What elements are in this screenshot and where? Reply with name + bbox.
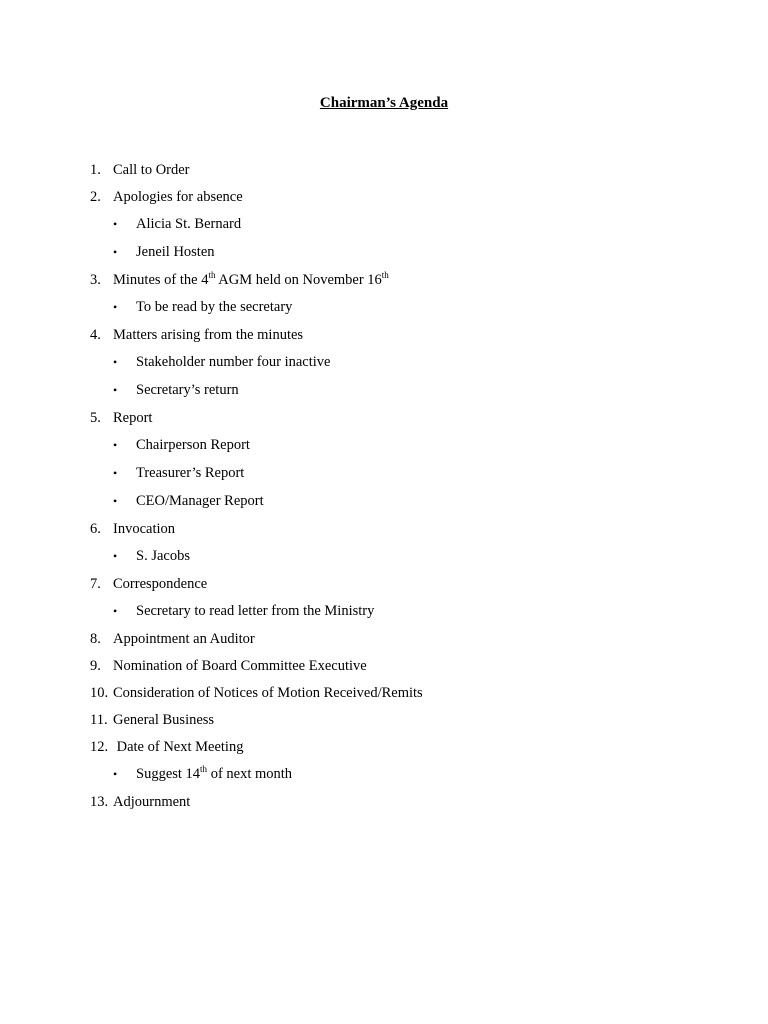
subitem-text: Secretary to read letter from the Ministry [136,603,375,619]
subitem-text: Secretary’s return [136,382,239,398]
item-number: 6. [90,521,101,537]
bullet-icon: • [113,549,118,563]
bullet-icon: • [113,300,118,314]
item-text: Matters arising from the minutes [113,327,304,343]
agenda-subitem [0,463,768,491]
item-text-part: Minutes of the 4 [113,272,209,288]
agenda-subitem [0,242,768,270]
agenda-item-12 [0,737,768,764]
agenda-item-5 [0,408,768,435]
agenda-subitem [0,214,768,242]
agenda-item-7 [0,574,768,601]
item-text: Correspondence [113,576,208,592]
subitem-text-part: of next month [207,766,293,782]
subitem-text: Jeneil Hosten [136,244,215,260]
item-text: Apologies for absence [113,189,243,205]
bullet-icon: • [113,604,118,618]
agenda-subitem [0,352,768,380]
item-text: Adjournment [113,794,191,810]
agenda-item-11 [0,710,768,737]
item-text: Appointment an Auditor [113,631,255,647]
bullet-icon: • [113,466,118,480]
subitem-text [136,764,292,784]
agenda-item-4 [0,325,768,352]
subitem-text: To be read by the secretary [136,299,293,315]
item-text: Call to Order [113,162,190,178]
agenda-item-1 [0,160,768,187]
bullet-icon: • [113,217,118,231]
agenda-subitem [0,764,768,792]
item-number: 8. [90,631,101,647]
subitem-text: Chairperson Report [136,437,250,453]
subitem-text: Stakeholder number four inactive [136,354,331,370]
agenda-subitem [0,546,768,574]
item-number: 7. [90,576,101,592]
item-text: Nomination of Board Committee Executive [113,658,367,674]
agenda-item-3 [0,270,768,297]
ordinal-suffix: th [200,764,208,774]
item-number: 9. [90,658,101,674]
bullet-icon: • [113,494,118,508]
item-number: 11. [90,712,108,728]
agenda-subitem [0,297,768,325]
item-text [113,270,389,290]
item-number: 10. [90,685,109,701]
agenda-item-9 [0,656,768,683]
agenda-subitem [0,491,768,519]
agenda-list [0,160,768,819]
item-text: Invocation [113,521,176,537]
item-number: 3. [90,272,101,288]
item-number: 1. [90,162,101,178]
item-number: 4. [90,327,101,343]
bullet-icon: • [113,383,118,397]
subitem-text: Alicia St. Bernard [136,216,242,232]
subitem-text: CEO/Manager Report [136,493,264,509]
item-number: 13. [90,794,109,810]
agenda-subitem [0,435,768,463]
agenda-subitem [0,601,768,629]
item-number: 2. [90,189,101,205]
page-title: Chairman’s Agenda [319,95,449,111]
bullet-icon: • [113,355,118,369]
bullet-icon: • [113,245,118,259]
subitem-text: S. Jacobs [136,548,190,564]
subitem-text-part: Suggest 14 [136,766,201,782]
item-text: General Business [113,712,215,728]
ordinal-suffix: th [381,270,389,280]
item-text: Report [113,410,153,426]
agenda-subitem [0,380,768,408]
item-text: Date of Next Meeting [113,739,244,755]
agenda-item-8 [0,629,768,656]
subitem-text: Treasurer’s Report [136,465,245,481]
item-number: 12. [90,739,109,755]
item-text: Consideration of Notices of Motion Received/Remits [113,685,423,701]
agenda-item-10 [0,683,768,710]
item-text-part: AGM held on November 16 [215,272,382,288]
bullet-icon: • [113,438,118,452]
agenda-item-13 [0,792,768,819]
item-number: 5. [90,410,101,426]
ordinal-suffix: th [208,270,216,280]
agenda-item-2 [0,187,768,214]
agenda-item-6 [0,519,768,546]
bullet-icon: • [113,767,118,781]
